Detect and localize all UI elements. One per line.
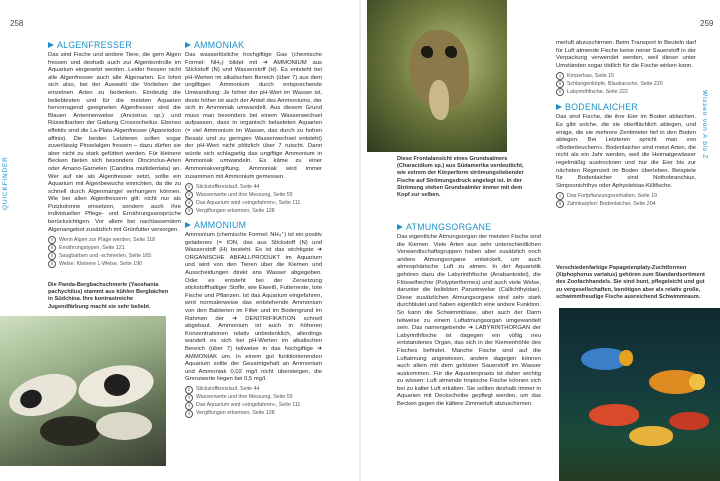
refs-ammoniak [185,183,322,215]
refs-atmungsorgane [556,72,696,96]
column-right [556,40,696,208]
photo-panda-loach [0,316,166,466]
triangle-bullet-icon [48,42,54,48]
heading-ammonium: AMMONIUM [185,220,322,230]
ref-item: 6 Saugbarben und -schmerlen, Seite 165 [48,252,181,260]
caption-panda-loach: Die Panda-Bergbachschmerle (Yaoshania pachychilus) stammt aus kühlen Bergbächen in Südchina. Ihre kontrastreiche Jugendfärbung macht sie sehr beliebt. [48,282,169,310]
photo-papageienplaty [559,308,720,481]
body-ammonium: Ammonium (chemische Formel: NH₄⁺) ist ein positiv geladenes (= ION, das aus Stickstoff (N) und Wasserstoff (H) besteht. Es ist das wichtigste ➜ ORGANISCHE ABFALLPRODUKT im Aquarium und wird von den Tieren über die Kiemen und Ausscheidungen direkt ans Wasser abgegeben. Oder es entsteht bei der Zersetzung stickstoffhaltiger Stoffe, wie Eiweiß, Futterreste, tote Fische und Pflanzen. Ist das Aquarium eingefahren, wird normalerweise das entstehende Ammonium von den Bakterien im Filter und im Bodengrund im Rahmen der ➜ DENITRIFIKATION schnell abgebaut. Ammonium ist auch in höheren Konzentrationen relativ unbedenklich, allerdings wandelt es sich bei pH-Werten im alkalischen Bereich (über 7) teilweise in das hochgiftige ➜ AMMONIAK um. In einem gut funktionierenden Aquarium sollte der Gesamtgehalt an Ammonium und Ammoniak 0,02 mg/l nicht übersteigen, die Grenzwerte liegen bei 0,5 mg/l. [185,232,322,383]
ref-item: 3 Wasserwerte und ihre Messung, Seite 55 [185,394,322,402]
ref-item: 4 Vergiftungen erkennen, Seite 128 [185,207,322,215]
body-ammoniak: Das wasserlösliche hochgiftige Gas (chemische Formel: NH₃) bildet mit ➜ AMMONIUM aus Stickstoff (N) und Wasserstoff (H). Es entsteht bei pH-Werten im alkalischen Bereich (über 7) aus dem ungiftigen Ammonium durch entsprechende Umwandlung: Je höher der pH-Wert im Wasser ist, desto höher ist auch der Anteil des Ammoniums, der sich in Ammoniak umwandelt. Aus diesem Grund muss man besonders bei einem Wasserwechsel aufpassen, dass in organisch belasteten Aquarien (= viel Ammonium im Wasser, das durch zu hohen Besatz und zu geringen Wasserwechsel entsteht) der pH-Wert nicht plötzlich über 7 rutscht. Dann würde sich schlagartig das ungiftige Ammonium in Ammoniak umwandeln. Es käme zu einer Ammoniakvergiftung. Ammoniak wird immer zusammen mit Ammonium gemessen. [185,52,322,180]
caption-grundsalmler: Diese Frontalansicht eines Grundsalmers (Characidium sp.) aus Südamerika verdeutlicht, wie extrem der Körperform strömungsliebender Fische auf Strömungsdruck angelegt ist. In der Strömung stehen Grundsalmler immer mit dem Kopf zur selben. [397,156,524,199]
heading-ammoniak: AMMONIAK [185,40,322,50]
column-ammoniak [185,40,322,418]
heading-atmungsorgane: ATMUNGSORGANE [397,222,541,232]
ref-item: 4 Das Aquarium wird »eingefahren«, Seite 111 [185,402,322,410]
ref-item: 4 Das Aquarium wird »eingefahren«, Seite 111 [185,199,322,207]
caption-papageienplaty: Verschiedenfarbige Papageienplaty-Zuchtformen (Xiphophorus variatus) gehören zum Standardsortiment des Zoofachhandels. Sie sind bunt, pflegeleicht und gut zu vergesellschaften, benötigen aber als relativ große, schwimmfreudige Fische ausreichend Schwimmraum. [556,265,705,300]
body-atmungsorgane: Das eigentliche Atmungsorgan der meisten Fische sind die Kiemen. Viele Arten aus sehr unterschiedlichen Verwandtschaftsgruppen haben aber zusätzlich noch andere Atmungsorgane entwickelt, um auch atmosphärische Luft zu atmen. In der Aquaristik gehören dazu die Labyrinthfische (Anabantoidei), die Flösselhechte (Polypteriformes) und auch viele Welse, darunter die beliebten Panzerwelse (Callichthyidae). Diese zusätzlichen Atmungsorgane sind sehr stark durchblutet und haben eigentlich eine andere Funktion. So kann die Schwimmblase, aber auch der Darm teilweise zu einem Luftatmungsorgan umgewandelt sein. Das namengebende ➜ LABYRINTHORGAN der Labyrinthfische ist dagegen ein völlig neu entstandenes Organ, das sich in der Kiemenhöhle des Fisches befindet. Manche Fische sind auf die Luftatmung angewiesen, andere dagegen können auch allein mit dem gelösten Sauerstoff im Wasser auskommen. Für die Aquarienpraxis ist daher wichtig zu wissen: Luft atmende tropische Fische können sich bei zu kalter Luft erkälten. Sie sollten deshalb immer in Aquarien mit Deckscheibe gepflegt werden, um das Becken gegen die kältere Zimmerluft abzuschirmen. [397,234,541,408]
ref-item: 2 Stickstoffkreislauf, Seite 44 [185,183,322,191]
body-algenfresser: Das sind Fische und andere Tiere, die gern Algen fressen und deshalb auch zur Algenkontrolle im Aquarium eingesetzt werden. Leider fressen nicht alle Algenfresser auch alle Algenarten. Es lohnt sich also, bei der Auswahl die Vorlieben der einzelnen Arten zu bedenken. Eindeutig die beliebtesten und für die meisten Aquarien hervorragend geeigneten Algenfresser sind die Blauen Antennenwelse (Ancistrus sp.) und Rüsselbarben der Gattung Crossocheilus. Ebenso effektiv sind die La-Plata-Algenfresser (Apareiodon affinis). Die beiden Letzteren sollen sogar zuverlässig Pinselalgen fressen – dazu dürfen sie aber nicht zu stark gefüttert werden. Für kleinere Becken bieten sich besonders Otocinclus-Arten oder Amano-Garnelen (Caridina multidentata) an. Wer auf sie als Algenfresser setzt, sollte ein Aquarium mit Algenbewuchs einrichten, da die zu schnell durch Algenmangel verhungern können. Wie bei allen Algenfressern gilt: nicht nur als Putzkolonne einsetzen, sondern auch ihre individuellen Pflege- und Ernährungsansprüche berücksichtigen. Vor allem bei nachlassendem Algenangebot zusätzlich mit Grünfutter versorgen. [48,52,181,233]
heading-algenfresser: ALGENFRESSER [48,40,181,50]
ref-item: 6 Zahnkarpfen: Bodenlaicher, Seite 204 [556,200,696,208]
ref-item: 2 Stickstoffkreislauf, Seite 44 [185,386,322,394]
triangle-bullet-icon [397,224,403,230]
ref-item: 5 Ernährungstypen, Seite 121 [48,244,181,252]
ref-item: 6 Welse: Kleinere L-Welse, Seite 190 [48,260,181,268]
refs-ammonium [185,386,322,418]
page-number-left: 258 [10,19,24,28]
triangle-bullet-icon [556,104,562,110]
ref-item: 1 Körperbau, Seite 15 [556,72,696,80]
column-atmungsorgane [397,222,541,409]
page-number-right: 259 [700,19,714,28]
body-bodenlaicher: Das sind Fische, die ihre Eier im Boden ablaichen. Es gibt solche, die sie oberflächlich ablegen, und einige, die sie mehrere Zentimeter tief in den Boden ablegen. Bei Letzteren spricht man von »Bodenteuchern«. Bodenlaicher sind meist Arten, die nicht als ein Jahr werden, weil die Heimatgewässer regelmäßig austrocknen und nur die Eier bis zur nächsten Regenzeit im Boden überleben. Beispiele für Bodenlaicher sind Nothobranchius, Simpsonichthys oder Aphyolebias-Killifische. [556,114,696,189]
column-algenfresser [48,40,181,268]
side-label-wissen: Wissen von A bis Z [701,90,708,160]
refs-algenfresser [48,236,181,268]
photo-grundsalmler [367,0,507,152]
body-atmungsorgane-cont: merluft abzuschirmen. Beim Transport in Beuteln darf für Luft atmende Fische keine reiner Sauerstoff in der Verpackung verwendet werden, weil dieser unter Umständen sogar tödlich für die Fische wirken kann. [556,40,696,69]
ref-item: 4 Vergiftungen erkennen, Seite 128 [185,410,322,418]
refs-bodenlaicher [556,192,696,208]
ref-item: 6 Labyrinthfische, Seite 222 [556,88,696,96]
page-gutter [359,0,361,481]
side-label-quickfinder: QUICKFINDER [2,156,9,210]
ref-item: 4 Wenn Algen zur Plage werden, Seite 118 [48,236,181,244]
ref-item: 3 Wasserwerte und ihre Messung, Seite 55 [185,191,322,199]
ref-item: 6 Schlangenköpfe, Blaubarsche, Seite 220 [556,80,696,88]
heading-bodenlaicher: BODENLAICHER [556,102,696,112]
triangle-bullet-icon [185,42,191,48]
triangle-bullet-icon [185,222,191,228]
ref-item: 1 Das Fortpflanzungsverhalten, Seite 19 [556,192,696,200]
